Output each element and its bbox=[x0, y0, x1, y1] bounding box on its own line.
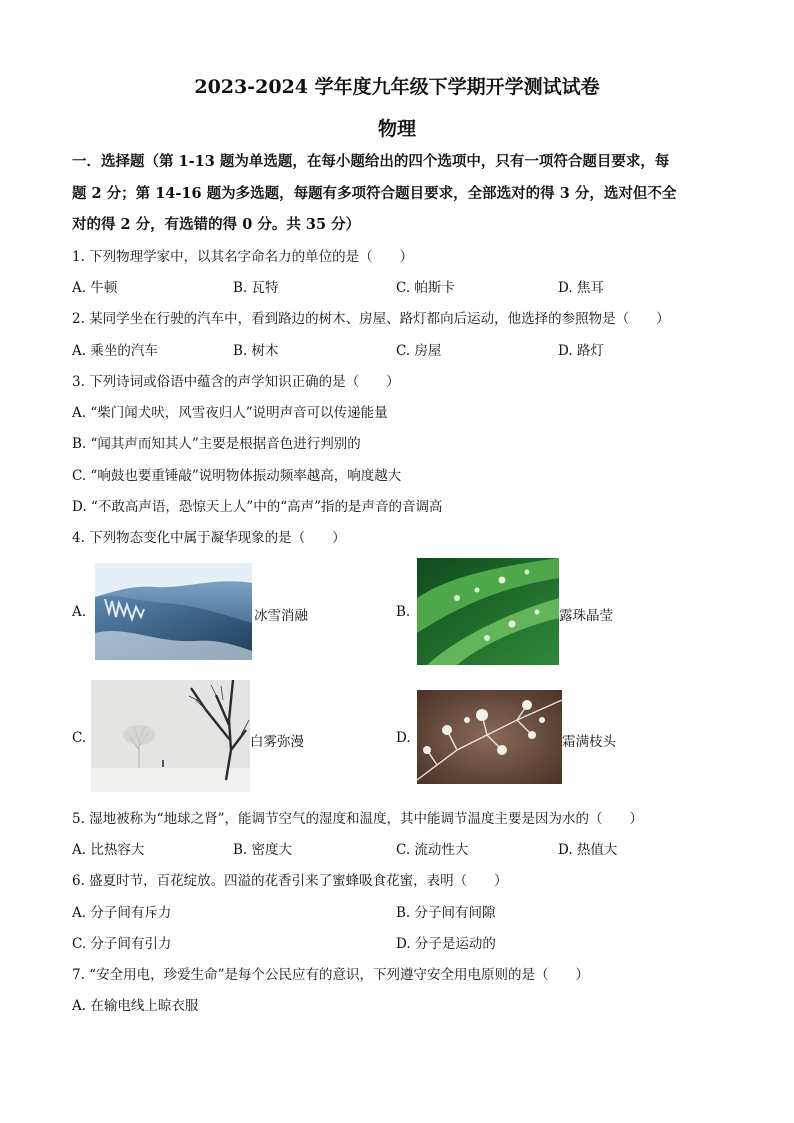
question-1-stem: 1. 下列物理学家中，以其名字命名力的单位的是（ ） bbox=[72, 249, 414, 265]
question-4-stem: 4. 下列物态变化中属于凝华现象的是（ ） bbox=[72, 530, 346, 546]
exam-title: 2023-2024 学年度九年级下学期开学测试试卷 bbox=[194, 76, 600, 98]
question-5-option-c: C. 流动性大 bbox=[396, 842, 469, 858]
question-3-option-a: A. “柴门闻犬吠，风雪夜归人”说明声音可以传递能量 bbox=[72, 405, 388, 421]
question-3-stem: 3. 下列诗词或俗语中蕴含的声学知识正确的是（ ） bbox=[72, 374, 400, 390]
question-2-option-c: C. 房屋 bbox=[396, 343, 442, 359]
question-3-option-c: C. “响鼓也要重锤敲”说明物体振动频率越高，响度越大 bbox=[72, 468, 402, 484]
question-4-option-c-caption: 白雾弥漫 bbox=[250, 734, 304, 750]
question-6-option-b: B. 分子间有间隙 bbox=[396, 905, 496, 921]
section-header-line-3: 对的得 2 分，有选错的得 0 分。共 35 分） bbox=[72, 216, 361, 233]
question-5-option-d: D. 热值大 bbox=[558, 842, 618, 858]
question-4-option-d-letter: D. bbox=[396, 730, 411, 746]
fog-image bbox=[91, 680, 250, 792]
question-2-option-b: B. 树木 bbox=[233, 343, 279, 359]
question-3-option-d: D. “不敢高声语，恐惊天上人”中的“高声”指的是声音的音调高 bbox=[72, 499, 443, 515]
question-2-option-a: A. 乘坐的汽车 bbox=[72, 343, 158, 359]
question-1-option-c: C. 帕斯卡 bbox=[396, 280, 455, 296]
question-4-option-b-caption: 露珠晶莹 bbox=[559, 608, 613, 624]
question-4-option-c-letter: C. bbox=[72, 730, 87, 746]
question-6-option-c: C. 分子间有引力 bbox=[72, 936, 172, 952]
question-4-option-a-caption: 冰雪消融 bbox=[254, 608, 308, 624]
question-2-stem: 2. 某同学坐在行驶的汽车中，看到路边的树木、房屋、路灯都向后运动，他选择的参照物是（ ） bbox=[72, 311, 670, 327]
section-header-line-1: 一．选择题（第 1-13 题为单选题，在每小题给出的四个选项中，只有一项符合题目要求，每 bbox=[72, 153, 670, 170]
question-1-option-d: D. 焦耳 bbox=[558, 280, 604, 296]
question-6-option-a: A. 分子间有斥力 bbox=[72, 905, 172, 921]
question-5-option-b: B. 密度大 bbox=[233, 842, 293, 858]
question-7-stem: 7. “安全用电，珍爱生命”是每个公民应有的意识，下列遵守安全用电原则的是（ ） bbox=[72, 967, 589, 983]
question-1-option-b: B. 瓦特 bbox=[233, 280, 279, 296]
question-7-option-a: A. 在输电线上晾衣服 bbox=[72, 998, 199, 1014]
dew-drops-image bbox=[417, 558, 559, 665]
question-2-option-d: D. 路灯 bbox=[558, 343, 604, 359]
ice-melting-image bbox=[95, 563, 252, 660]
question-4-option-b-letter: B. bbox=[396, 604, 411, 620]
question-3-option-b: B. “闻其声而知其人”主要是根据音色进行判别的 bbox=[72, 436, 361, 452]
question-1-option-a: A. 牛顿 bbox=[72, 280, 118, 296]
question-4-option-a-letter: A. bbox=[72, 604, 87, 620]
question-5-stem: 5. 湿地被称为“地球之肾”，能调节空气的湿度和温度，其中能调节温度主要是因为水的（ ） bbox=[72, 811, 643, 827]
question-4-option-d-caption: 霜满枝头 bbox=[562, 734, 616, 750]
question-5-option-a: A. 比热容大 bbox=[72, 842, 145, 858]
section-header-line-2: 题 2 分；第 14-16 题为多选题，每题有多项符合题目要求，全部选对的得 3 分，选对但不全 bbox=[72, 185, 677, 202]
question-6-option-d: D. 分子是运动的 bbox=[396, 936, 496, 952]
frost-branches-image bbox=[417, 690, 562, 784]
subject-title: 物理 bbox=[377, 118, 416, 140]
question-6-stem: 6. 盛夏时节，百花绽放。四溢的花香引来了蜜蜂吸食花蜜，表明（ ） bbox=[72, 873, 508, 889]
